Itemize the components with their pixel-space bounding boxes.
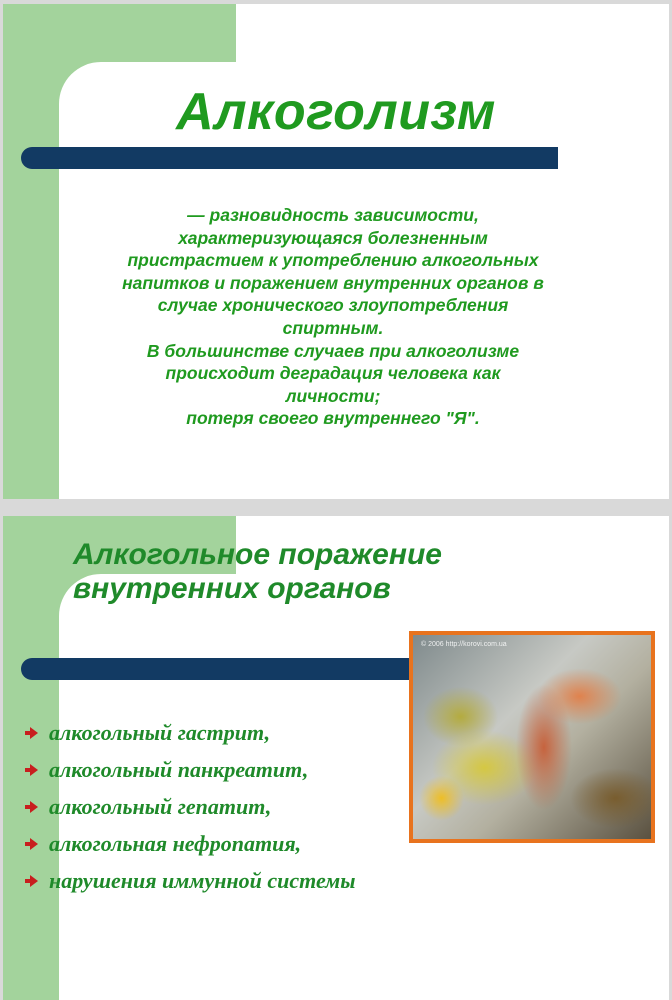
definition-text [73,204,593,430]
arrow-bullet-icon [25,874,39,888]
definition-line: — разновидность зависимости, [187,205,479,225]
slide-title-line: внутренних органов [73,572,391,605]
organ-damage-list [25,714,356,899]
list-item [25,788,356,825]
list-item [25,714,356,751]
title-underline-bar [21,147,558,169]
slide-title-line: Алкогольное поражение [73,538,442,571]
slide-organ-damage [3,516,669,1000]
list-item-text: нарушения иммунной системы [49,867,356,893]
definition-line: спиртным. [282,317,384,338]
arrow-bullet-icon [25,800,39,814]
list-item [25,751,356,788]
arrow-bullet-icon [25,763,39,777]
slide-alcoholism-definition [3,4,669,499]
slide-title: Алкоголизм [176,83,496,141]
liver-photo [409,631,655,843]
list-item-text: алкогольный гастрит, [49,719,271,745]
arrow-bullet-icon [25,726,39,740]
definition-line: личности; [285,385,381,406]
title-underline-bar [21,658,411,680]
definition-line: потеря своего внутреннего "Я". [186,408,480,429]
slide-title [73,538,442,606]
definition-line: пристрастием к употреблению алкогольных [127,250,539,271]
list-item-text: алкогольный гепатит, [49,793,272,819]
list-item [25,825,356,862]
definition-line: характеризующаяся болезненным [178,227,488,248]
photo-watermark: © 2006 http://korovi.com.ua [421,641,507,648]
definition-line: происходит деградация человека как [165,363,501,384]
definition-line: В большинстве случаев при алкоголизме [146,340,520,361]
definition-line: напитков и поражением внутренних органов в [122,272,544,293]
list-item-text: алкогольная нефропатия, [49,830,302,856]
definition-line: случае хронического злоупотребления [157,295,509,316]
list-item-text: алкогольный панкреатит, [49,756,309,782]
list-item [25,862,356,899]
arrow-bullet-icon [25,837,39,851]
